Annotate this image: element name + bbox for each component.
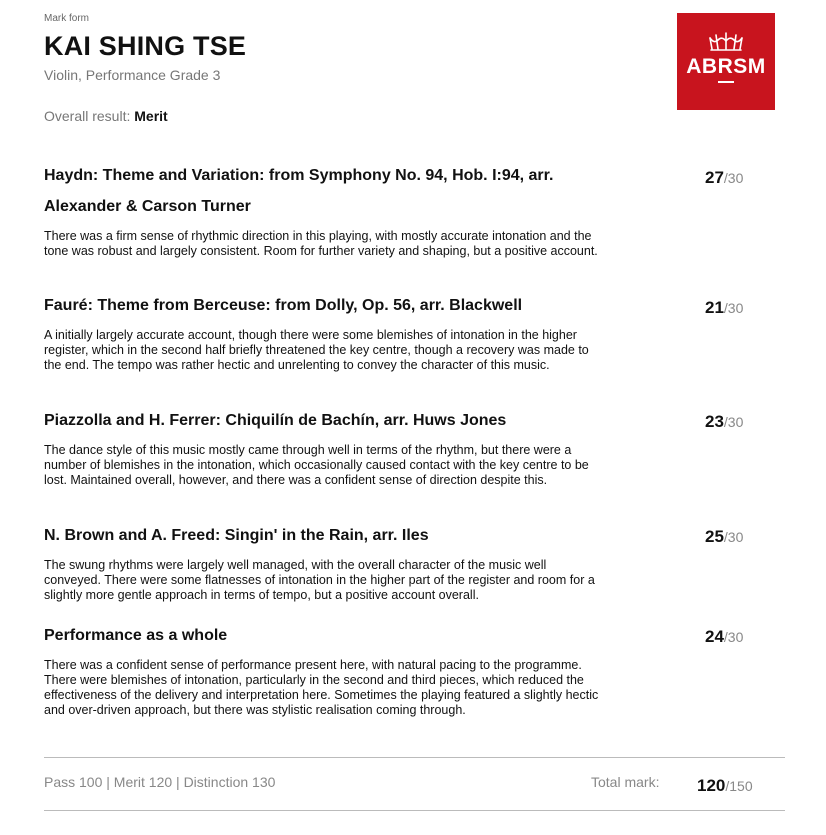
piece-comment-1: There was a firm sense of rhythmic direction in this playing, with mostly accurate intonation and the tone was robust and largely consistent. Room for further variety and shaping, but a positive account. <box>44 229 598 258</box>
piece-title-1: Haydn: Theme and Variation: from Symphony No. 94, Hob. I:94, arr. Alexander & Carson Turner <box>44 167 554 215</box>
grade-thresholds: Pass 100 | Merit 120 | Distinction 130 <box>44 774 276 790</box>
piece-score-3: 23 <box>705 412 724 431</box>
piece-mark-1 <box>705 168 743 188</box>
piece-comment-3: The dance style of this music mostly came through well in terms of the rhythm, but there were a number of blemishes in the intonation, which occasionally caused contact with the key centre to be lost. Maintained overall, however, and there was a confident sense of direction despite this. <box>44 443 589 487</box>
overall-result-value: Merit <box>134 108 168 124</box>
piece-score-4: 25 <box>705 527 724 546</box>
piece-score-2: 21 <box>705 298 724 317</box>
form-label: Mark form <box>44 13 89 24</box>
piece-title-5: Performance as a whole <box>44 627 228 644</box>
piece-mark-2 <box>705 298 743 318</box>
abrsm-logo <box>677 13 775 110</box>
piece-mark-3 <box>705 412 743 432</box>
total-mark-value: 120 <box>697 776 726 795</box>
piece-score-1: 27 <box>705 168 724 187</box>
piece-out-of-5: /30 <box>723 629 744 645</box>
piece-out-of-1: /30 <box>723 170 744 186</box>
piece-comment-5: There was a confident sense of performance present here, with natural pacing to the programme. There were blemishes of intonation, particularly in the second and third pieces, which reduced the effectiveness of the delivery and interpretation here. Sometimes the playing featured a slightly hectic and over-driven approach, but there was stylistic realisation coming through. <box>44 658 599 717</box>
exam-subtitle: Violin, Performance Grade 3 <box>44 67 221 83</box>
piece-title-3: Piazzolla and H. Ferrer: Chiquilín de Bachín, arr. Huws Jones <box>44 412 507 429</box>
overall-result-label: Overall result: <box>44 108 131 124</box>
footer-bottom-rule <box>44 810 785 811</box>
piece-out-of-3: /30 <box>723 414 744 430</box>
total-mark <box>697 776 753 796</box>
piece-mark-4 <box>705 527 743 547</box>
total-mark-out-of: /150 <box>725 778 753 794</box>
piece-comment-4: The swung rhythms were largely well managed, with the overall character of the music well conveyed. There were some flatnesses of intonation in the higher part of the register and room for a slightly more gentle approach in terms of tempo, but a positive account overall. <box>44 558 595 602</box>
crown-icon <box>708 32 744 52</box>
piece-out-of-2: /30 <box>723 300 744 316</box>
logo-text: ABRSM <box>686 55 766 78</box>
piece-mark-5 <box>705 627 743 647</box>
piece-title-4: N. Brown and A. Freed: Singin' in the Rain, arr. Iles <box>44 527 429 544</box>
piece-title-2: Fauré: Theme from Berceuse: from Dolly, Op. 56, arr. Blackwell <box>44 297 523 314</box>
logo-underline <box>718 81 734 83</box>
piece-score-5: 24 <box>705 627 724 646</box>
footer-top-rule <box>44 757 785 758</box>
overall-result <box>44 108 168 124</box>
piece-out-of-4: /30 <box>723 529 744 545</box>
total-mark-label: Total mark: <box>591 774 660 790</box>
candidate-name: KAI SHING TSE <box>44 31 247 61</box>
piece-comment-2: A initially largely accurate account, though there were some blemishes of intonation in the higher register, which in the second half briefly threatened the key centre, though a recovery was made to the end. The tempo was rather hectic and unrelenting to convey the character of this music. <box>44 328 589 372</box>
